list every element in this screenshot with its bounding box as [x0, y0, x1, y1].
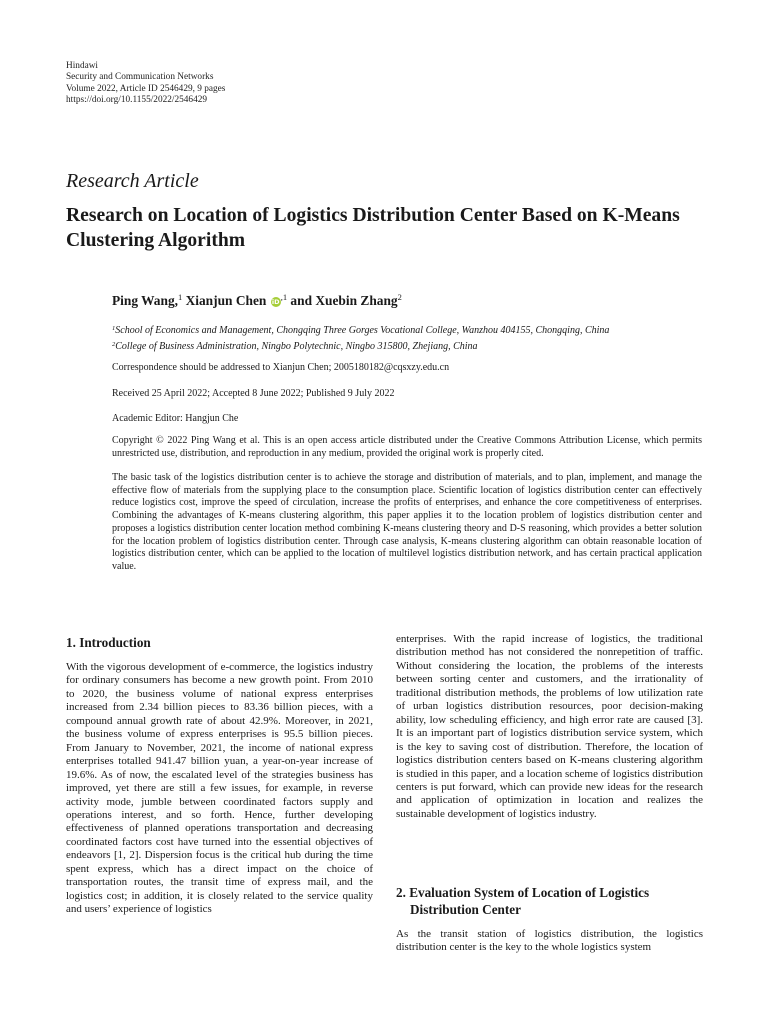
journal-header	[66, 61, 225, 106]
academic-editor: Academic Editor: Hangjun Che	[112, 413, 239, 424]
affiliation-1	[112, 322, 609, 338]
intro-paragraph-left: With the vigorous development of e-commerce, the logistics industry for ordinary consumers has become a new growth point. From 2010 to 2020, the business volume of national express enterprises increased from 2.34 billion pieces to 83.36 billion pieces, with a compound annual growth rate of about 42.9%. Moreover, in 2021, the business volume of express enterprises is 95.5 billion pieces. From January to November, 2021, the income of national express enterprises totalled 941.47 billion yuan, a year-on-year increase of 19.6%. As of now, the escalated level of the strategies business has improved, yet there are still a few issues, for example, in reverse activity mode, jumble between coordinated factors supply and operations interest, and so forth. Hence, further developing effectiveness of planned operations transportation and decreasing coordinated factors cost have turned into the essential objectives of endeavors [1, 2]. Dispersion focus is the critical hub during the time spent express, which has a direct impact on the choice of transportation routes, the transit time of express mail, and the logistics cost; in addition, it is closely related to the service quality and users’ experience of logistics	[66, 661, 373, 916]
author-1: Ping Wang,	[112, 293, 178, 308]
author-2: Xianjun Chen	[182, 293, 267, 308]
intro-heading: 1. Introduction	[66, 635, 151, 650]
section-2-heading-line-1: 2. Evaluation System of Location of Logistics	[396, 885, 650, 900]
author-3: and Xuebin Zhang	[287, 293, 398, 308]
affiliation-2-mark: 2	[112, 341, 116, 348]
copyright-notice: Copyright © 2022 Ping Wang et al. This is an open access article distributed under the Creative Commons Attribution License, which permits unrestricted use, distribution, and reproduction in any medium, provided the original work is properly cited.	[112, 435, 702, 459]
author-list	[112, 292, 402, 309]
section-2-heading	[396, 884, 649, 918]
paper-title: Research on Location of Logistics Distribution Center Based on K-Means Clustering Algorithm	[66, 205, 680, 251]
volume-info: Volume 2022, Article ID 2546429, 9 pages	[66, 83, 226, 94]
orcid-icon[interactable]: iD	[271, 298, 280, 306]
correspondence: Correspondence should be addressed to Xianjun Chen; 2005180182@cqsxzy.edu.cn	[112, 362, 450, 373]
article-type: Research Article	[66, 170, 199, 192]
author-2-affil: ,1	[280, 292, 288, 302]
affiliations	[112, 322, 609, 354]
publisher-name: Hindawi	[66, 61, 99, 71]
journal-name: Security and Communication Networks	[66, 72, 214, 83]
affiliation-2-text: College of Business Administration, Ningbo Polytechnic, Ningbo 315800, Zhejiang, China	[115, 341, 478, 352]
doi-link[interactable]: https://doi.org/10.1155/2022/2546429	[66, 94, 208, 105]
author-3-affil: 2	[397, 292, 402, 302]
affiliation-1-text: School of Economics and Management, Chongqing Three Gorges Vocational College, Wanzhou 404155, Chongqing, China	[115, 325, 610, 336]
affiliation-1-mark: 1	[112, 325, 116, 332]
intro-paragraph-right: enterprises. With the rapid increase of logistics, the traditional distribution method has not considered the nonrepetition of traffic. Without considering the location, the problems of the interests between sorting center and customers, and the irrationality of traditional distribution methods, the problems of low utilization rate of urban logistics distribution resources, poor decision-making ability, low scheduling efficiency, and high error rate are caused [3]. It is an important part of logistics distribution service system, which is the key to saving cost of distribution. Therefore, the location of logistics distribution centers based on K-means clustering algorithm is studied in this paper, and a location scheme of logistics distribution centers is put forward, which can provide new ideas for the research and application of optimization in location and realizes the sustainable development of logistics industry.	[396, 633, 703, 820]
affiliation-2	[112, 338, 609, 354]
abstract: The basic task of the logistics distribution center is to achieve the storage and distribution of materials, and to plan, implement, and manage the effective flow of materials from the supplying place to the consumption place. Scientific location of logistics distribution center can effectively reduce logistics cost, improve the speed of circulation, increase the profits of enterprises, and enhance the core competitiveness of enterprises. Combining the advantages of K-means clustering algorithm, this paper applies it to the location problem of logistics distribution center and proposes a logistics distribution center location method combining K-means clustering theory and D-S reasoning, which provides a better solution for the location problem of logistics distribution center. Through case analysis, K-means clustering algorithm can obtain reasonable location of logistics distribution center, which can be applied to the location of multilevel logistics distribution network, and has certain practical application value.	[112, 472, 702, 572]
section-2-heading-line-2: Distribution Center	[410, 902, 521, 917]
publication-dates: Received 25 April 2022; Accepted 8 June 2022; Published 9 July 2022	[112, 388, 395, 399]
section-2-paragraph: As the transit station of logistics distribution, the logistics distribution center is the key to the whole logistics system	[396, 928, 703, 954]
author-1-affil: 1	[178, 292, 183, 302]
